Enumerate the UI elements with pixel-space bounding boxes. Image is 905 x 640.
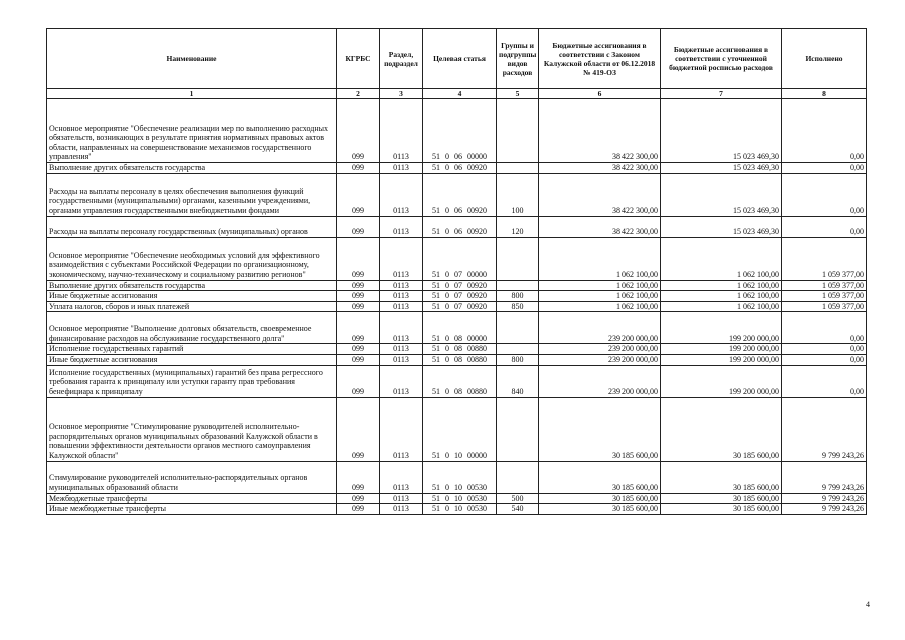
cell-section: 0113 xyxy=(380,461,423,493)
cell-section: 0113 xyxy=(380,365,423,397)
cell-law: 239 200 000,00 xyxy=(539,344,661,355)
cell-kgrbs: 099 xyxy=(337,397,380,461)
cell-section: 0113 xyxy=(380,173,423,216)
page-number: 4 xyxy=(866,600,870,609)
cell-done: 0,00 xyxy=(782,312,867,344)
cell-law: 38 422 300,00 xyxy=(539,99,661,163)
table-row xyxy=(47,504,867,515)
table-row xyxy=(47,312,867,344)
cell-done: 9 799 243,26 xyxy=(782,493,867,504)
cell-name: Выполнение других обязательств государства xyxy=(47,163,337,174)
cell-group: 120 xyxy=(497,216,539,237)
cell-roll: 1 062 100,00 xyxy=(661,237,782,280)
cell-name: Межбюджетные трансферты xyxy=(47,493,337,504)
cell-kgrbs: 099 xyxy=(337,173,380,216)
col-number: 7 xyxy=(661,89,782,99)
cell-section: 0113 xyxy=(380,312,423,344)
cell-group xyxy=(497,461,539,493)
cell-target: 51 0 08 00880 xyxy=(423,344,497,355)
cell-section: 0113 xyxy=(380,237,423,280)
col-number: 1 xyxy=(47,89,337,99)
cell-group: 800 xyxy=(497,291,539,302)
table-row xyxy=(47,365,867,397)
cell-law: 38 422 300,00 xyxy=(539,173,661,216)
cell-name: Стимулирование руководителей исполнительно-распорядительных органов муниципальных образований области xyxy=(47,461,337,493)
cell-kgrbs: 099 xyxy=(337,291,380,302)
col-number: 2 xyxy=(337,89,380,99)
cell-target: 51 0 10 00000 xyxy=(423,397,497,461)
table-body xyxy=(47,99,867,515)
cell-group: 850 xyxy=(497,301,539,312)
cell-roll: 30 185 600,00 xyxy=(661,397,782,461)
cell-done: 1 059 377,00 xyxy=(782,237,867,280)
cell-target: 51 0 07 00000 xyxy=(423,237,497,280)
cell-name: Основное мероприятие "Обеспечение реализации мер по выполнению расходных обязательств, возникающих в результате принятия нормативных правовых актов области, направленных на совершенствование механизмов государственного управления" xyxy=(47,99,337,163)
cell-target: 51 0 07 00920 xyxy=(423,280,497,291)
cell-done: 9 799 243,26 xyxy=(782,461,867,493)
cell-group: 500 xyxy=(497,493,539,504)
cell-law: 30 185 600,00 xyxy=(539,397,661,461)
cell-done: 0,00 xyxy=(782,99,867,163)
col-number: 5 xyxy=(497,89,539,99)
cell-roll: 199 200 000,00 xyxy=(661,312,782,344)
cell-done: 0,00 xyxy=(782,354,867,365)
cell-law: 239 200 000,00 xyxy=(539,354,661,365)
table-row xyxy=(47,461,867,493)
cell-kgrbs: 099 xyxy=(337,461,380,493)
cell-section: 0113 xyxy=(380,504,423,515)
cell-name: Основное мероприятие "Выполнение долговых обязательств, своевременное финансирование расходов на обслуживание государственного долга" xyxy=(47,312,337,344)
cell-target: 51 0 07 00920 xyxy=(423,291,497,302)
cell-target: 51 0 07 00920 xyxy=(423,301,497,312)
cell-kgrbs: 099 xyxy=(337,216,380,237)
table-row xyxy=(47,344,867,355)
cell-law: 1 062 100,00 xyxy=(539,301,661,312)
cell-target: 51 0 08 00880 xyxy=(423,354,497,365)
cell-roll: 15 023 469,30 xyxy=(661,216,782,237)
cell-group xyxy=(497,99,539,163)
cell-roll: 30 185 600,00 xyxy=(661,504,782,515)
cell-done: 0,00 xyxy=(782,344,867,355)
cell-kgrbs: 099 xyxy=(337,312,380,344)
cell-law: 30 185 600,00 xyxy=(539,493,661,504)
cell-done: 9 799 243,26 xyxy=(782,504,867,515)
cell-roll: 30 185 600,00 xyxy=(661,493,782,504)
cell-group xyxy=(497,312,539,344)
cell-law: 30 185 600,00 xyxy=(539,504,661,515)
header-roll: Бюджетные ассигнования в соответствии с уточненной бюджетной росписью расходов xyxy=(661,29,782,89)
cell-roll: 15 023 469,30 xyxy=(661,173,782,216)
cell-name: Расходы на выплаты персоналу в целях обеспечения выполнения функций государственными (муниципальными) органами, казенными учреждениями, органами управления государственными внебюджетными фондами xyxy=(47,173,337,216)
cell-group: 840 xyxy=(497,365,539,397)
table-row xyxy=(47,301,867,312)
cell-name: Иные бюджетные ассигнования xyxy=(47,291,337,302)
cell-done: 1 059 377,00 xyxy=(782,301,867,312)
cell-roll: 1 062 100,00 xyxy=(661,280,782,291)
cell-name: Основное мероприятие "Обеспечение необходимых условий для эффективного взаимодействия с субъектами Российской Федерации по организационному, экономическому, научно-техническому и социальному развитию регионов" xyxy=(47,237,337,280)
cell-law: 30 185 600,00 xyxy=(539,461,661,493)
cell-done: 0,00 xyxy=(782,365,867,397)
table-row xyxy=(47,163,867,174)
cell-target: 51 0 06 00000 xyxy=(423,99,497,163)
cell-roll: 30 185 600,00 xyxy=(661,461,782,493)
cell-name: Уплата налогов, сборов и иных платежей xyxy=(47,301,337,312)
cell-law: 239 200 000,00 xyxy=(539,312,661,344)
cell-kgrbs: 099 xyxy=(337,493,380,504)
cell-name: Иные межбюджетные трансферты xyxy=(47,504,337,515)
cell-done: 1 059 377,00 xyxy=(782,280,867,291)
cell-group xyxy=(497,237,539,280)
cell-target: 51 0 06 00920 xyxy=(423,163,497,174)
table-row xyxy=(47,99,867,163)
cell-roll: 199 200 000,00 xyxy=(661,344,782,355)
cell-roll: 15 023 469,30 xyxy=(661,163,782,174)
cell-target: 51 0 10 00530 xyxy=(423,493,497,504)
cell-law: 38 422 300,00 xyxy=(539,216,661,237)
cell-section: 0113 xyxy=(380,397,423,461)
cell-done: 0,00 xyxy=(782,173,867,216)
cell-target: 51 0 08 00000 xyxy=(423,312,497,344)
cell-done: 9 799 243,26 xyxy=(782,397,867,461)
cell-kgrbs: 099 xyxy=(337,280,380,291)
cell-roll: 15 023 469,30 xyxy=(661,99,782,163)
table-row xyxy=(47,280,867,291)
cell-group: 540 xyxy=(497,504,539,515)
table-row xyxy=(47,173,867,216)
cell-section: 0113 xyxy=(380,216,423,237)
cell-group xyxy=(497,163,539,174)
col-number: 8 xyxy=(782,89,867,99)
cell-group: 100 xyxy=(497,173,539,216)
cell-target: 51 0 10 00530 xyxy=(423,461,497,493)
header-target: Целевая статья xyxy=(423,29,497,89)
cell-name: Выполнение других обязательств государства xyxy=(47,280,337,291)
header-section: Раздел, подраздел xyxy=(380,29,423,89)
header-done: Исполнено xyxy=(782,29,867,89)
cell-section: 0113 xyxy=(380,354,423,365)
cell-kgrbs: 099 xyxy=(337,99,380,163)
cell-name: Расходы на выплаты персоналу государственных (муниципальных) органов xyxy=(47,216,337,237)
cell-roll: 1 062 100,00 xyxy=(661,291,782,302)
col-number: 3 xyxy=(380,89,423,99)
cell-target: 51 0 10 00530 xyxy=(423,504,497,515)
cell-roll: 199 200 000,00 xyxy=(661,365,782,397)
cell-kgrbs: 099 xyxy=(337,301,380,312)
table-row xyxy=(47,291,867,302)
cell-group xyxy=(497,280,539,291)
cell-section: 0113 xyxy=(380,163,423,174)
cell-section: 0113 xyxy=(380,291,423,302)
cell-done: 0,00 xyxy=(782,216,867,237)
cell-section: 0113 xyxy=(380,301,423,312)
table-row xyxy=(47,493,867,504)
header-kgrbs: КГРБС xyxy=(337,29,380,89)
cell-kgrbs: 099 xyxy=(337,344,380,355)
cell-law: 1 062 100,00 xyxy=(539,291,661,302)
cell-kgrbs: 099 xyxy=(337,163,380,174)
cell-section: 0113 xyxy=(380,344,423,355)
cell-law: 1 062 100,00 xyxy=(539,237,661,280)
cell-kgrbs: 099 xyxy=(337,237,380,280)
header-law: Бюджетные ассигнования в соответствии с Законом Калужской области от 06.12.2018 № 419-ОЗ xyxy=(539,29,661,89)
cell-name: Иные бюджетные ассигнования xyxy=(47,354,337,365)
cell-law: 1 062 100,00 xyxy=(539,280,661,291)
cell-law: 38 422 300,00 xyxy=(539,163,661,174)
cell-law: 239 200 000,00 xyxy=(539,365,661,397)
table-row xyxy=(47,216,867,237)
cell-kgrbs: 099 xyxy=(337,504,380,515)
table-row xyxy=(47,397,867,461)
budget-table xyxy=(46,28,867,515)
col-number: 4 xyxy=(423,89,497,99)
cell-done: 0,00 xyxy=(782,163,867,174)
cell-group xyxy=(497,344,539,355)
cell-group xyxy=(497,397,539,461)
cell-kgrbs: 099 xyxy=(337,354,380,365)
cell-roll: 1 062 100,00 xyxy=(661,301,782,312)
cell-done: 1 059 377,00 xyxy=(782,291,867,302)
col-number: 6 xyxy=(539,89,661,99)
cell-name: Основное мероприятие "Стимулирование руководителей исполнительно-распорядительных органов муниципальных образований Калужской области в повышении эффективности деятельности органов местного самоуправления Калужской области" xyxy=(47,397,337,461)
cell-name: Исполнение государственных гарантий xyxy=(47,344,337,355)
cell-target: 51 0 08 00880 xyxy=(423,365,497,397)
cell-target: 51 0 06 00920 xyxy=(423,216,497,237)
table-row xyxy=(47,237,867,280)
header-group: Группы и подгруппы видов расходов xyxy=(497,29,539,89)
header-name: Наименование xyxy=(47,29,337,89)
cell-group: 800 xyxy=(497,354,539,365)
cell-section: 0113 xyxy=(380,493,423,504)
cell-section: 0113 xyxy=(380,99,423,163)
table-row xyxy=(47,354,867,365)
cell-kgrbs: 099 xyxy=(337,365,380,397)
cell-roll: 199 200 000,00 xyxy=(661,354,782,365)
cell-section: 0113 xyxy=(380,280,423,291)
cell-target: 51 0 06 00920 xyxy=(423,173,497,216)
cell-name: Исполнение государственных (муниципальных) гарантий без права регрессного требования гаранта к принципалу или уступки гаранту прав требования бенефициара к принципалу xyxy=(47,365,337,397)
